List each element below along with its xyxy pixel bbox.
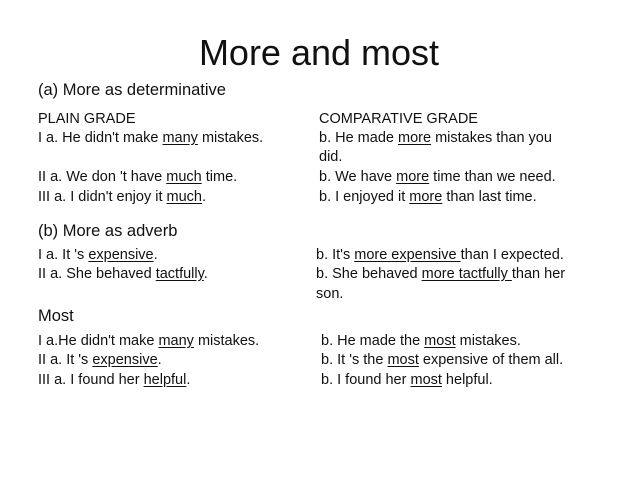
underlined-word: most [387, 352, 419, 368]
text: . [153, 247, 158, 263]
text: . [186, 372, 191, 388]
underlined-word: expensive [88, 247, 154, 263]
b-right-line-1 [316, 247, 564, 263]
text: b. It 's the [321, 352, 388, 368]
text: than I expected. [460, 247, 564, 263]
text: II a. We don 't have [38, 169, 167, 185]
most-right-line-3 [321, 372, 493, 388]
most-left-line-1 [38, 333, 259, 349]
underlined-word: most [424, 333, 456, 349]
b-right-line-2 [316, 266, 565, 282]
text: I a. He didn't make [38, 130, 163, 146]
underlined-word: more expensive [354, 247, 461, 263]
section-a-heading: (a) More as determinative [38, 81, 226, 99]
text: b. We have [319, 169, 397, 185]
text: mistakes. [455, 333, 521, 349]
section-most-heading: Most [38, 307, 74, 325]
text: helpful. [441, 372, 493, 388]
underlined-word: much [166, 169, 202, 185]
text: III a. I found her [38, 372, 144, 388]
b-left-line-1 [38, 247, 158, 263]
text: II a. She behaved [38, 266, 156, 282]
underlined-word: many [162, 130, 198, 146]
underlined-word: tactfully [155, 266, 204, 282]
b-left-line-2 [38, 266, 208, 282]
text: than last time. [442, 189, 537, 205]
text: b. He made the [321, 333, 425, 349]
text: mistakes. [197, 130, 264, 146]
text: . [203, 266, 208, 282]
b-right-line-2-cont: son. [316, 286, 344, 302]
text: b. I enjoyed it [319, 189, 410, 205]
underlined-word: more [409, 189, 443, 205]
text: b. I found her [321, 372, 411, 388]
a-right-line-3 [319, 189, 537, 205]
underlined-word: more [398, 130, 432, 146]
most-right-line-1 [321, 333, 521, 349]
text: I a.He didn't make [38, 333, 159, 349]
most-left-line-2 [38, 352, 162, 368]
a-left-line-1 [38, 130, 263, 146]
text: than her [511, 266, 566, 282]
text: time than we need. [429, 169, 556, 185]
most-left-line-3 [38, 372, 190, 388]
text: b. She behaved [316, 266, 422, 282]
underlined-word: expensive [92, 352, 158, 368]
text: time. [201, 169, 238, 185]
text: III a. I didn't enjoy it [38, 189, 167, 205]
underlined-word: helpful [143, 372, 187, 388]
a-right-line-2 [319, 169, 556, 185]
plain-grade-header: PLAIN GRADE [38, 111, 136, 127]
underlined-word: many [158, 333, 194, 349]
a-right-line-1-cont: did. [319, 149, 343, 165]
underlined-word: much [166, 189, 202, 205]
underlined-word: more [396, 169, 430, 185]
text: b. It's [316, 247, 355, 263]
text: II a. It 's [38, 352, 93, 368]
text: mistakes than you [431, 130, 552, 146]
page-title: More and most [198, 32, 440, 73]
comparative-grade-header: COMPARATIVE GRADE [319, 111, 478, 127]
a-left-line-3 [38, 189, 206, 205]
underlined-word: more tactfully [421, 266, 512, 282]
text: I a. It 's [38, 247, 89, 263]
most-right-line-2 [321, 352, 563, 368]
text: . [201, 189, 207, 205]
text: . [157, 352, 162, 368]
a-left-line-2 [38, 169, 237, 185]
text: b. He made [319, 130, 398, 146]
text: mistakes. [193, 333, 260, 349]
a-right-line-1 [319, 130, 552, 146]
section-b-heading: (b) More as adverb [38, 222, 178, 240]
underlined-word: most [410, 372, 442, 388]
text: expensive of them all. [418, 352, 564, 368]
